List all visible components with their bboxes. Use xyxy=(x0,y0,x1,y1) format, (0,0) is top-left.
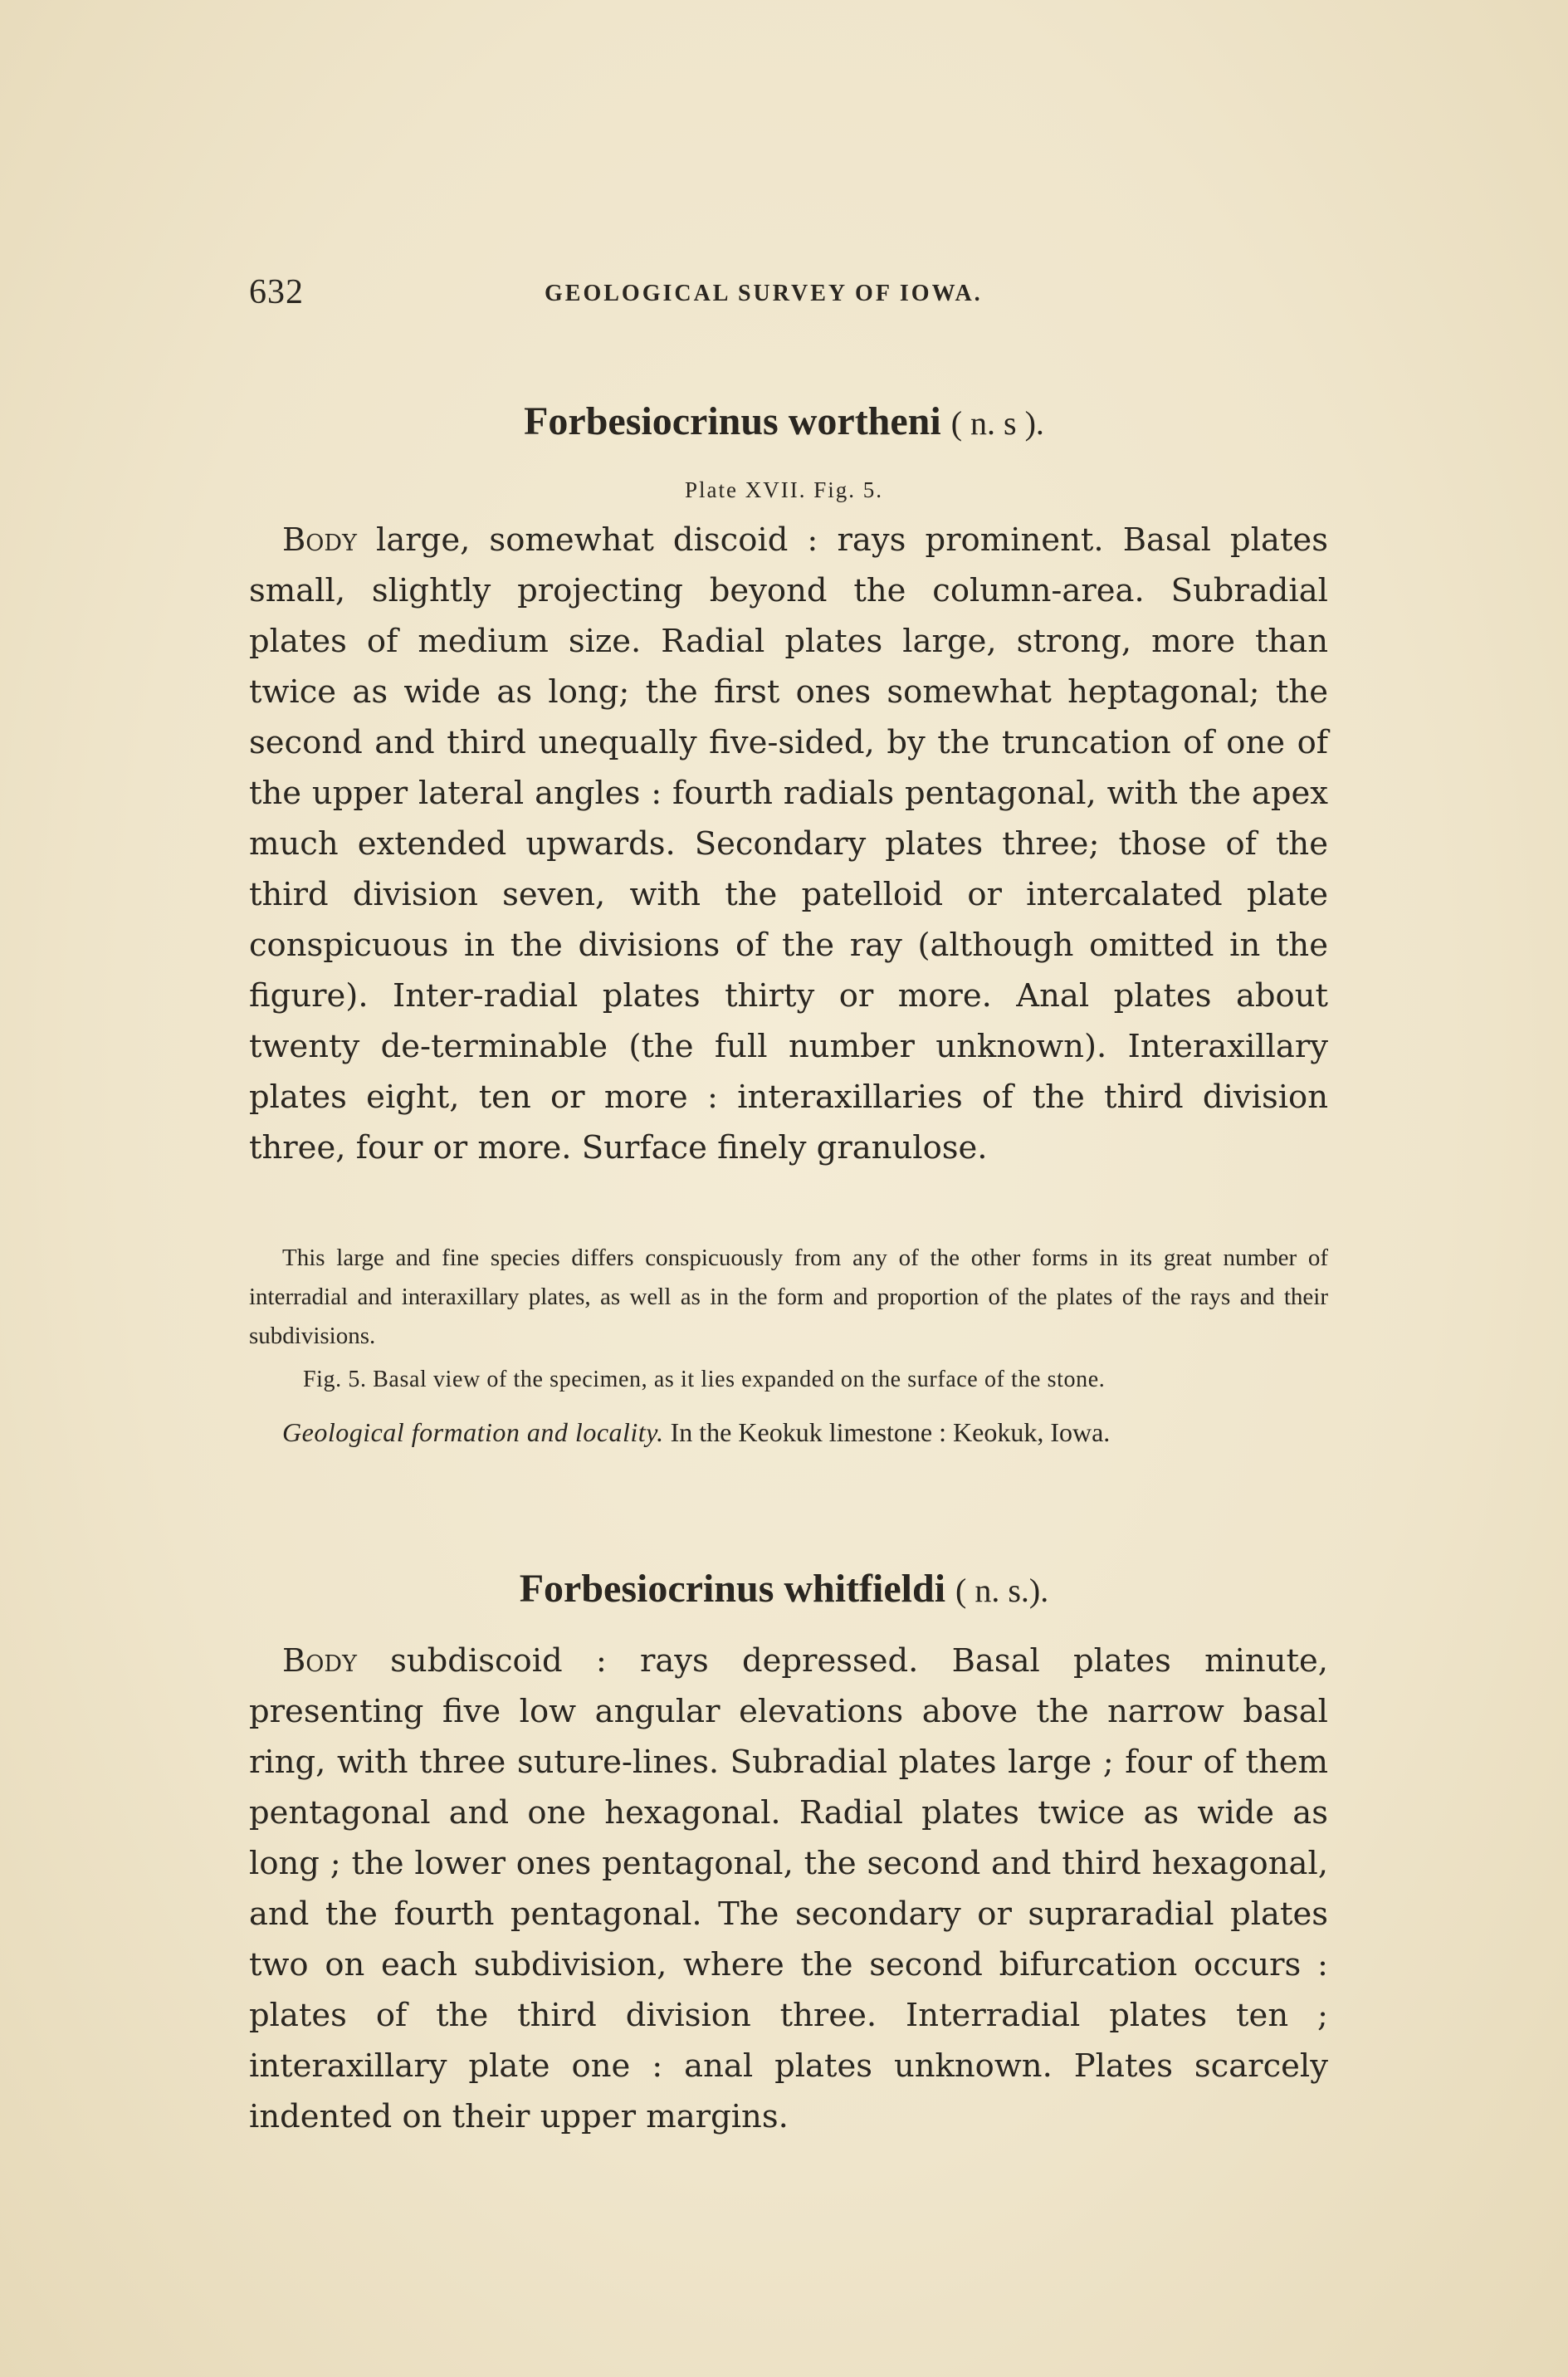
species-title-whitfieldi xyxy=(0,1566,1568,1612)
locality-label: Geological formation and locality. xyxy=(282,1417,664,1447)
description-text: subdiscoid : rays depressed. Basal plates minute, presenting five low angular elevations above the narrow basal ring, with three suture-lines. Subradial plates large ; four of them pentagonal and one hexagonal. Radial plates twice as wide as long ; the lower ones pentagonal, the second and third hexagonal, and the fourth pentagonal. The secondary or supraradial plates two on each subdivision, where the second bifurcation occurs : plates of the third division three. Interradial plates ten ; interaxillary plate one : anal plates unknown. Plates scarcely indented on their upper margins. xyxy=(249,1642,1328,2135)
species-name: Forbesiocrinus whitfieldi xyxy=(519,1567,946,1611)
species-suffix: ( n. s ). xyxy=(950,404,1044,442)
page-number: 632 xyxy=(249,273,304,311)
species-title-wortheni xyxy=(0,399,1568,444)
running-head: GEOLOGICAL SURVEY OF IOWA. xyxy=(545,281,983,306)
lead-word: Body xyxy=(282,1642,357,1680)
figure-caption: Fig. 5. Basal view of the specimen, as it lies expanded on the surface of the stone. xyxy=(303,1367,1106,1392)
locality-text: In the Keokuk limestone : Keokuk, Iowa. xyxy=(670,1417,1111,1447)
description-whitfieldi xyxy=(249,1636,1328,2142)
species-suffix: ( n. s.). xyxy=(955,1572,1049,1609)
description-wortheni xyxy=(249,515,1328,1173)
species-name: Forbesiocrinus wortheni xyxy=(524,399,941,443)
remarks-wortheni: This large and fine species differs conspicuously from any of the other forms in its great number of interradial and interaxillary plates, as well as in the form and proportion of the plates of the rays and their subdivisions. xyxy=(249,1245,1328,1349)
page-header xyxy=(249,272,1320,322)
plate-reference: Plate XVII. Fig. 5. xyxy=(685,477,883,502)
locality-wortheni xyxy=(249,1411,1328,1453)
description-text: large, somewhat discoid : rays prominent. Basal plates small, slightly projecting beyond the column-area. Subradial plates of medium size. Radial plates large, strong, more than twice as wide as long; the first ones somewhat heptagonal; the second and third unequally five-sided, by the truncation of one of the upper lateral angles : fourth radials pentagonal, with the apex much extended upwards. Secondary plates three; those of the third division seven, with the patelloid or intercalated plate conspicuous in the divisions of the ray (although omitted in the figure). Inter-radial plates thirty or more. Anal plates about twenty de-terminable (the full number unknown). Interaxillary plates eight, ten or more : interaxillaries of the third division three, four or more. Surface finely granulose. xyxy=(249,521,1328,1166)
lead-word: Body xyxy=(282,521,357,559)
